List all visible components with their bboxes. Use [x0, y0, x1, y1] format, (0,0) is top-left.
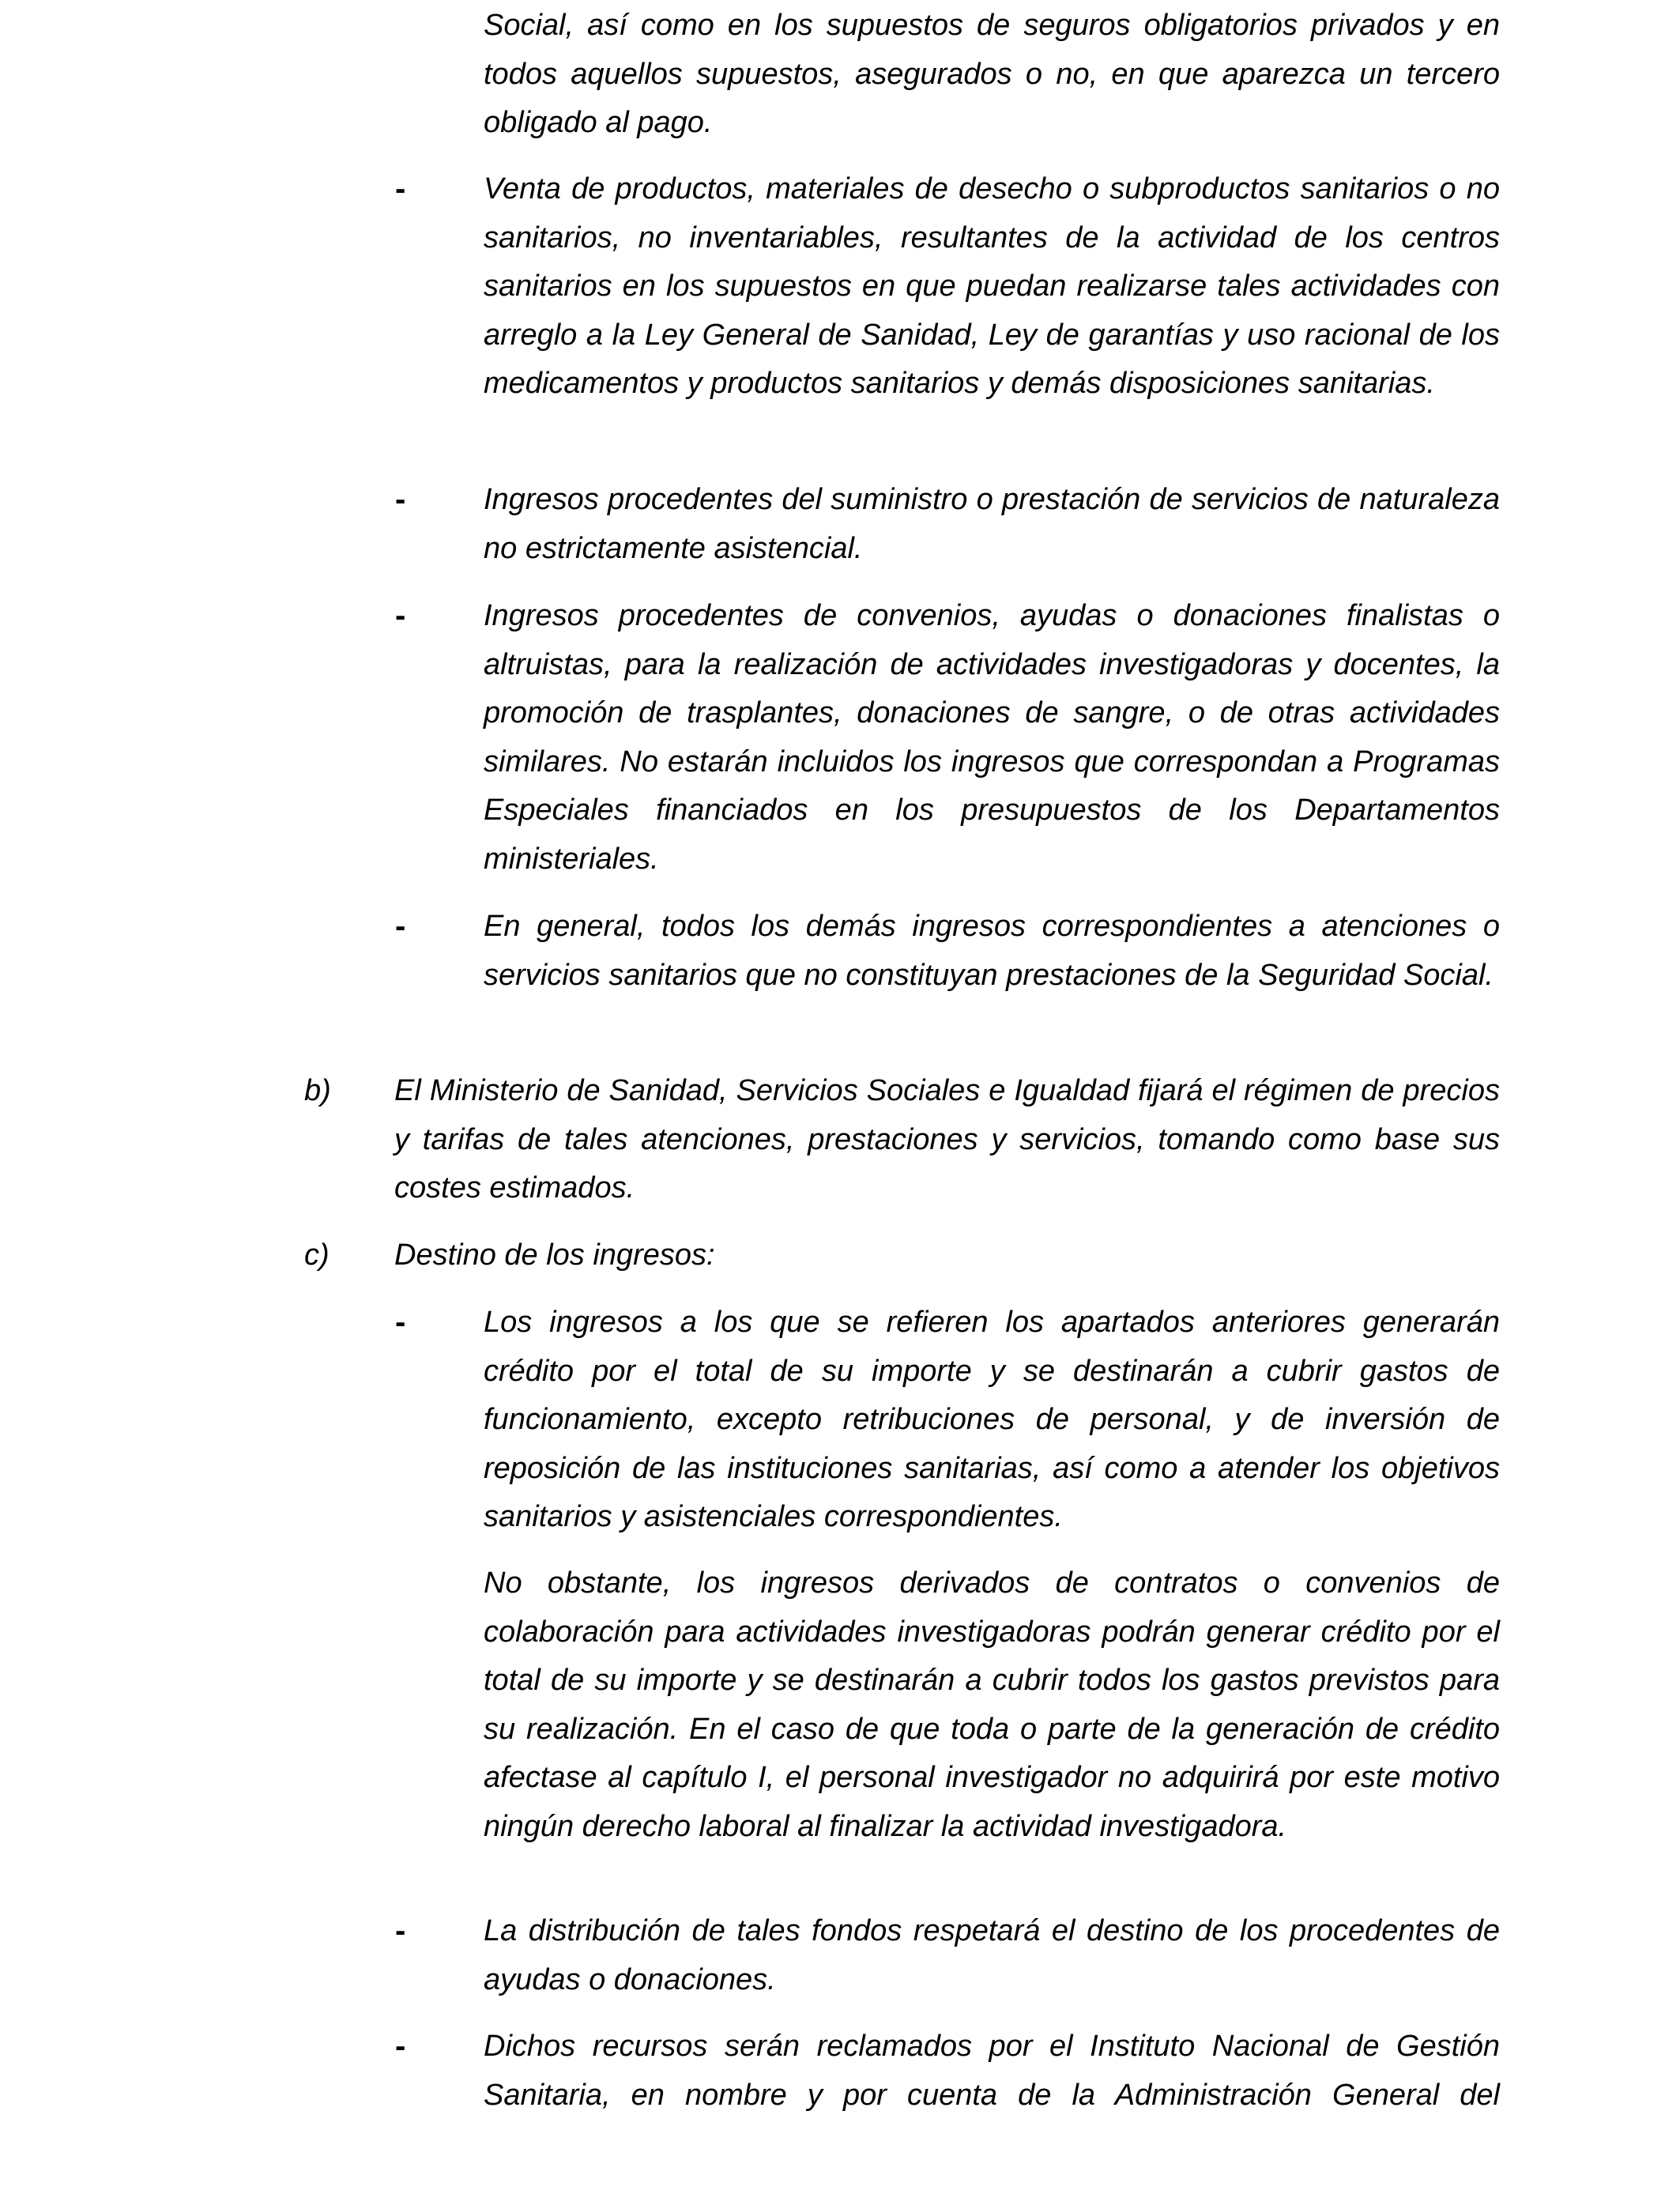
bullet-dash: -	[395, 482, 406, 517]
list-item: En general, todos los demás ingresos correspondientes a atenciones o servicios sanitarios que no constituyan prestaciones de la Seguridad Social.	[484, 910, 1500, 992]
list-item: Los ingresos a los que se refieren los apartados anteriores generarán crédito por el total de su importe y se destinarán a cubrir gastos de funcionamiento, excepto retribuciones de personal, y de inversión de reposición de las instituciones sanitarias, así como a atender los objetivos sanitarios y asistenciales correspondientes.	[484, 1306, 1500, 1533]
item-label-b: b)	[304, 1074, 331, 1107]
continuation-paragraph: Social, así como en los supuestos de seguros obligatorios privados y en todos aquellos supuestos, asegurados o no, en que aparezca un tercero obligado al pago.	[484, 9, 1500, 139]
bullet-dash: -	[395, 172, 406, 206]
bullet-dash: -	[395, 2029, 406, 2064]
item-label-c: c)	[304, 1238, 330, 1272]
item-c-heading: Destino de los ingresos:	[394, 1238, 715, 1272]
list-item: La distribución de tales fondos respetará el destino de los procedentes de ayudas o donaciones.	[484, 1914, 1500, 1996]
list-item-continuation: No obstante, los ingresos derivados de contratos o convenios de colaboración para actividades investigadoras podrán generar crédito por el total de su importe y se destinarán a cubrir todos los gastos previstos para su realización. En el caso de que toda o parte de la generación de crédito afectase al capítulo I, el personal investigador no adquirirá por este motivo ningún derecho laboral al finalizar la actividad investigadora.	[484, 1566, 1500, 1843]
bullet-dash: -	[395, 598, 406, 633]
bullet-dash: -	[395, 1913, 406, 1948]
list-item: Ingresos procedentes de convenios, ayudas o donaciones finalistas o altruistas, para la realización de actividades investigadoras y docentes, la promoción de trasplantes, donaciones de sangre, o de otras actividades similares. No estarán incluidos los ingresos que correspondan a Programas Especiales financiados en los presupuestos de los Departamentos ministeriales.	[484, 599, 1500, 876]
item-b-paragraph: El Ministerio de Sanidad, Servicios Sociales e Igualdad fijará el régimen de precios y tarifas de tales atenciones, prestaciones y servicios, tomando como base sus costes estimados.	[394, 1074, 1500, 1204]
list-item: Dichos recursos serán reclamados por el Instituto Nacional de Gestión Sanitaria, en nombre y por cuenta de la Administración General del	[484, 2030, 1500, 2112]
list-item: Ingresos procedentes del suministro o prestación de servicios de naturaleza no estrictamente asistencial.	[484, 483, 1500, 565]
bullet-dash: -	[395, 1305, 406, 1340]
bullet-dash: -	[395, 909, 406, 944]
list-item: Venta de productos, materiales de desecho o subproductos sanitarios o no sanitarios, no inventariables, resultantes de la actividad de los centros sanitarios en los supuestos en que puedan realizarse tales actividades con arreglo a la Ley General de Sanidad, Ley de garantías y uso racional de los medicamentos y productos sanitarios y demás disposiciones sanitarias.	[484, 172, 1500, 400]
